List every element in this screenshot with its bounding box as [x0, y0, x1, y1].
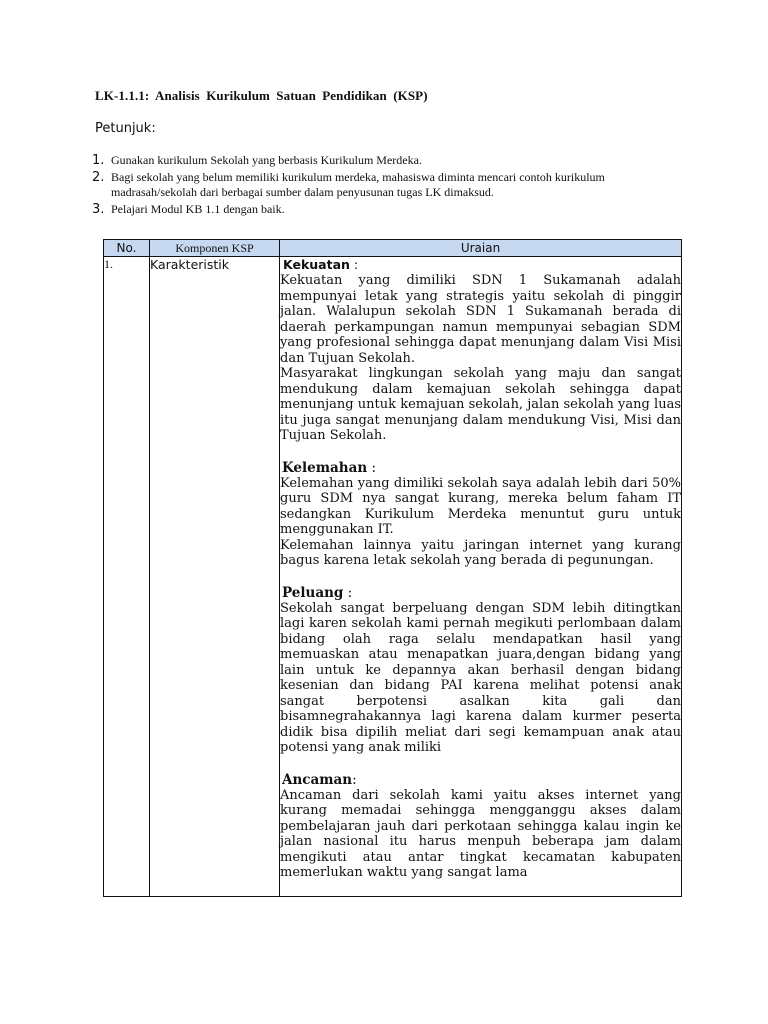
peluang-colon: : [343, 584, 353, 601]
kekuatan-heading [283, 257, 681, 273]
row-uraian [280, 257, 682, 897]
instruction-item [92, 170, 652, 200]
kekuatan-paragraph: Kekuatan yang dimiliki SDN 1 Sukamanah adalah mempunyai letak yang strategis yaitu sekolah di pinggir jalan. Walalupun sekolah SDN 1 Sukamanah berada di daerah perkampungan namun mempunyai sebagian SDM yang profesional sehingga dapat menunjang dalam Visi Misi dan Tujuan Sekolah. [280, 273, 681, 366]
kekuatan-paragraph: Masyarakat lingkungan sekolah yang maju dan sangat mendukung dalam kemajuan sekolah sehingga dapat menunjang untuk kemajuan sekolah, jalan sekolah yang luas itu juga sangat menunjang dalam mendukung Visi, Misi dan Tujuan Sekolah. [280, 366, 681, 443]
ancaman-heading [282, 772, 681, 788]
kelemahan-label: Kelemahan [282, 459, 368, 476]
ancaman-paragraph: Ancaman dari sekolah kami yaitu akses internet yang kurang memadai sehingga mengganggu akses dalam pembelajaran jauh dari perkotaan sehingga kalau ingin ke jalan nasional itu harus menpuh beberapa jam dalam mengikuti atau antar tingkat kecamatan kabupaten memerlukan waktu yang sangat lama [280, 787, 681, 880]
instruction-text: Gunakan kurikulum Sekolah yang berbasis Kurikulum Merdeka. [111, 153, 422, 167]
ksp-table [103, 239, 682, 897]
kelemahan-paragraph: Kelemahan lainnya yaitu jaringan internet yang kurang bagus karena letak sekolah yang berada di pegunungan. [280, 537, 681, 568]
document-title: LK-1.1.1: Analisis Kurikulum Satuan Pendidikan (KSP) [95, 88, 428, 103]
instruction-number: 2. [92, 170, 105, 185]
header-komponen: Komponen KSP [150, 240, 280, 257]
petunjuk-label: Petunjuk: [95, 121, 156, 136]
header-no: No. [104, 240, 150, 257]
instruction-list [92, 153, 652, 219]
header-uraian: Uraian [280, 240, 682, 257]
peluang-label: Peluang [282, 584, 344, 601]
peluang-paragraph: Sekolah sangat berpeluang dengan SDM lebih ditingtkan lagi karen sekolah kami pernah megikuti perlombaan dalam bidang olah raga selalu mendapatkan hasil yang memuaskan atau menapatkan juara,dengan bidang yang lain untuk ke depannya akan berhasil dengan bidang kesenian dan bidang PAI karena melihat potensi anak sangat berpotensi asalkan kita gali dan bisamnegrahakannya lagi karena dalam kurmer peserta didik bisa dipilih meliat dari segi kemampuan anak atau potensi yang anak miliki [280, 600, 681, 755]
instruction-text: Bagi sekolah yang belum memiliki kurikulum merdeka, mahasiswa diminta mencari contoh kurikulum madrasah/sekolah dari berbagai sumber dalam penyusunan tugas LK dimaksud. [111, 170, 605, 199]
kekuatan-label: Kekuatan [283, 257, 350, 272]
instruction-item [92, 202, 652, 217]
kelemahan-paragraph: Kelemahan yang dimiliki sekolah saya adalah lebih dari 50% guru SDM nya sangat kurang, mereka belum faham IT sedangkan Kurikulum Merdeka menuntut guru untuk menggunakan IT. [280, 475, 681, 537]
peluang-heading [282, 585, 681, 601]
instruction-number: 1. [92, 153, 105, 168]
ancaman-colon: : [352, 771, 357, 788]
kekuatan-colon: : [349, 257, 359, 272]
instruction-number: 3. [92, 202, 105, 217]
instruction-item [92, 153, 652, 168]
table-header-row [104, 240, 682, 257]
row-komponen: Karakteristik [150, 257, 280, 897]
instruction-text: Pelajari Modul KB 1.1 dengan baik. [111, 202, 285, 216]
row-number: 1. [104, 257, 150, 897]
kelemahan-colon: : [367, 459, 376, 476]
ancaman-label: Ancaman [282, 771, 353, 788]
kelemahan-heading [282, 460, 681, 476]
table-row [104, 257, 682, 897]
